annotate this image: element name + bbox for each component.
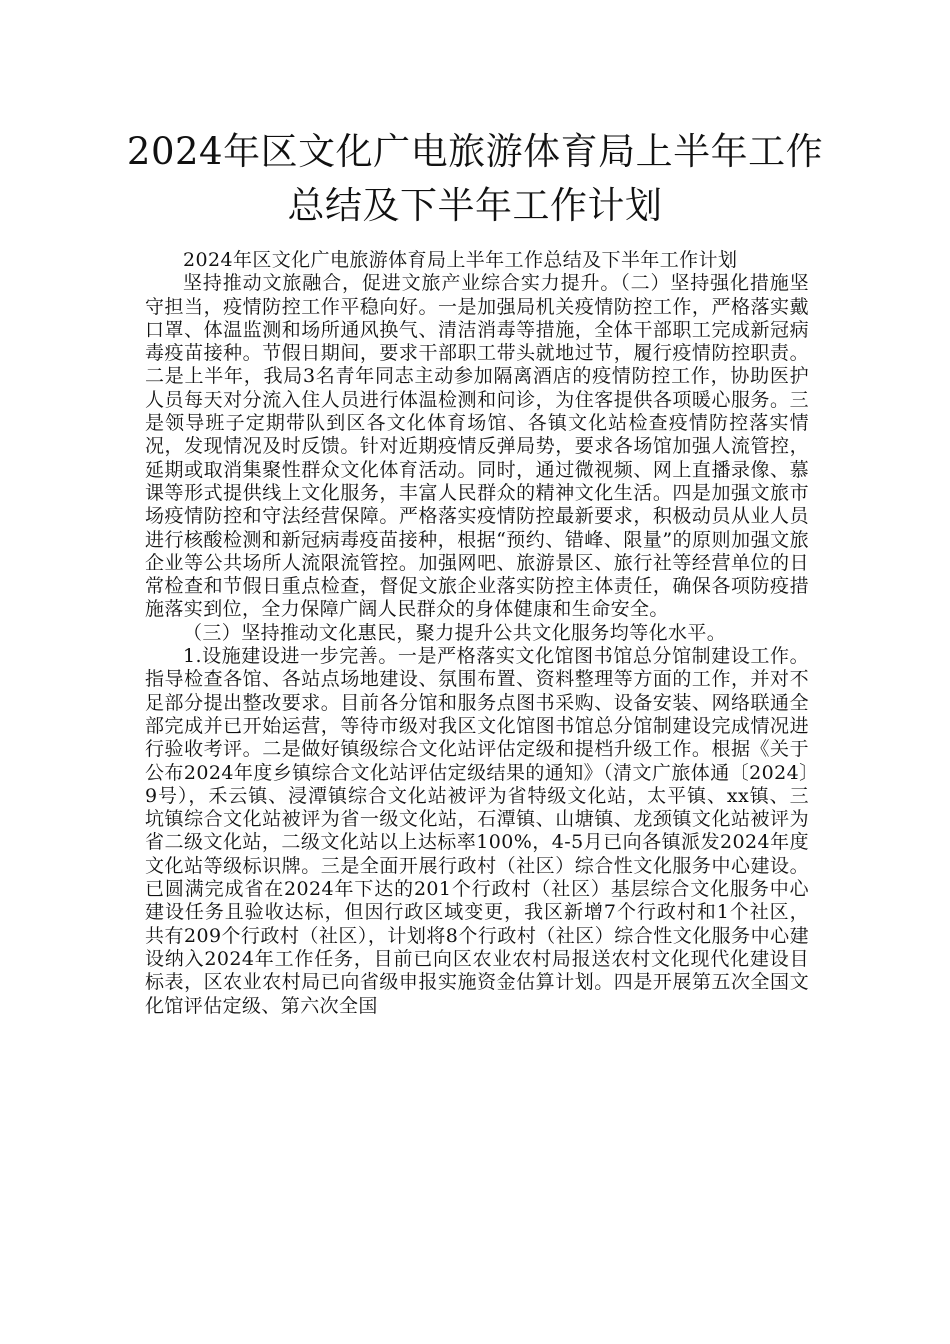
document-title: [100, 125, 850, 233]
document-title-line-1: 2024年区文化广电旅游体育局上半年工作: [126, 130, 824, 173]
body-paragraph-facilities: 1.设施建设进一步完善。一是严格落实文化馆图书馆总分馆制建设工作。指导检查各馆、各站点场地建设、氛围布置、资料整理等方面的工作，并对不足部分提出整改要求。目前各分馆和服务点图书采购、设备安装、网络联通全部完成并已开始运营，等待市级对我区文化馆图书馆总分馆制建设完成情况进行验收考评。二是做好镇级综合文化站评估定级和提档升级工作。根据《关于公布2024年度乡镇综合文化站评估定级结果的通知》（清文广旅体通〔2024〕9号），禾云镇、浸潭镇综合文化站被评为省特级文化站，太平镇、xx镇、三坑镇综合文化站被评为省一级文化站，石潭镇、山塘镇、龙颈镇文化站被评为省二级文化站，二级文化站以上达标率100%，4-5月已向各镇派发2024年度文化站等级标识牌。三是全面开展行政村（社区）综合性文化服务中心建设。已圆满完成省在2024年下达的201个行政村（社区）基层综合文化服务中心建设任务且验收达标，但因行政区域变更，我区新增7个行政村和1个社区，共有209个行政村（社区），计划将8个行政村（社区）综合性文化服务中心建设纳入2024年工作任务，目前已向区农业农村局报送农村文化现代化建设目标表，区农业农村局已向省级申报实施资金估算计划。四是开展第五次全国文化馆评估定级、第六次全国: [145, 645, 809, 1017]
body-paragraph-section-heading: （三）坚持推动文化惠民，聚力提升公共文化服务均等化水平。: [183, 621, 727, 644]
document-body: [145, 249, 809, 1018]
body-paragraph-epidemic-control: 坚持推动文旅融合，促进文旅产业综合实力提升。（二）坚持强化措施坚守担当，疫情防控工作平稳向好。一是加强局机关疫情防控工作，严格落实戴口罩、体温监测和场所通风换气、清洁消毒等措施，全体干部职工完成新冠病毒疫苗接种。节假日期间，要求干部职工带头就地过节，履行疫情防控职责。二是上半年，我局3名青年同志主动参加隔离酒店的疫情防控工作，协助医护人员每天对分流入住人员进行体温检测和问诊，为住客提供各项暖心服务。三是领导班子定期带队到区各文化体育场馆、各镇文化站检查疫情防控落实情况，发现情况及时反馈。针对近期疫情反弹局势，要求各场馆加强人流管控，延期或取消集聚性群众文化体育活动。同时，通过微视频、网上直播录像、慕课等形式提供线上文化服务，丰富人民群众的精神文化生活。四是加强文旅市场疫情防控和守法经营保障。严格落实疫情防控最新要求，积极动员从业人员进行核酸检测和新冠病毒疫苗接种，根据“预约、错峰、限量”的原则加强文旅企业等公共场所人流限流管控。加强网吧、旅游景区、旅行社等经营单位的日常检查和节假日重点检查，督促文旅企业落实防控主体责任，确保各项防疫措施落实到位，全力保障广阔人民群众的身体健康和生命安全。: [145, 272, 809, 621]
document-title-line-2: 总结及下半年工作计划: [287, 184, 663, 227]
body-paragraph-intro: 2024年区文化广电旅游体育局上半年工作总结及下半年工作计划: [183, 249, 738, 271]
